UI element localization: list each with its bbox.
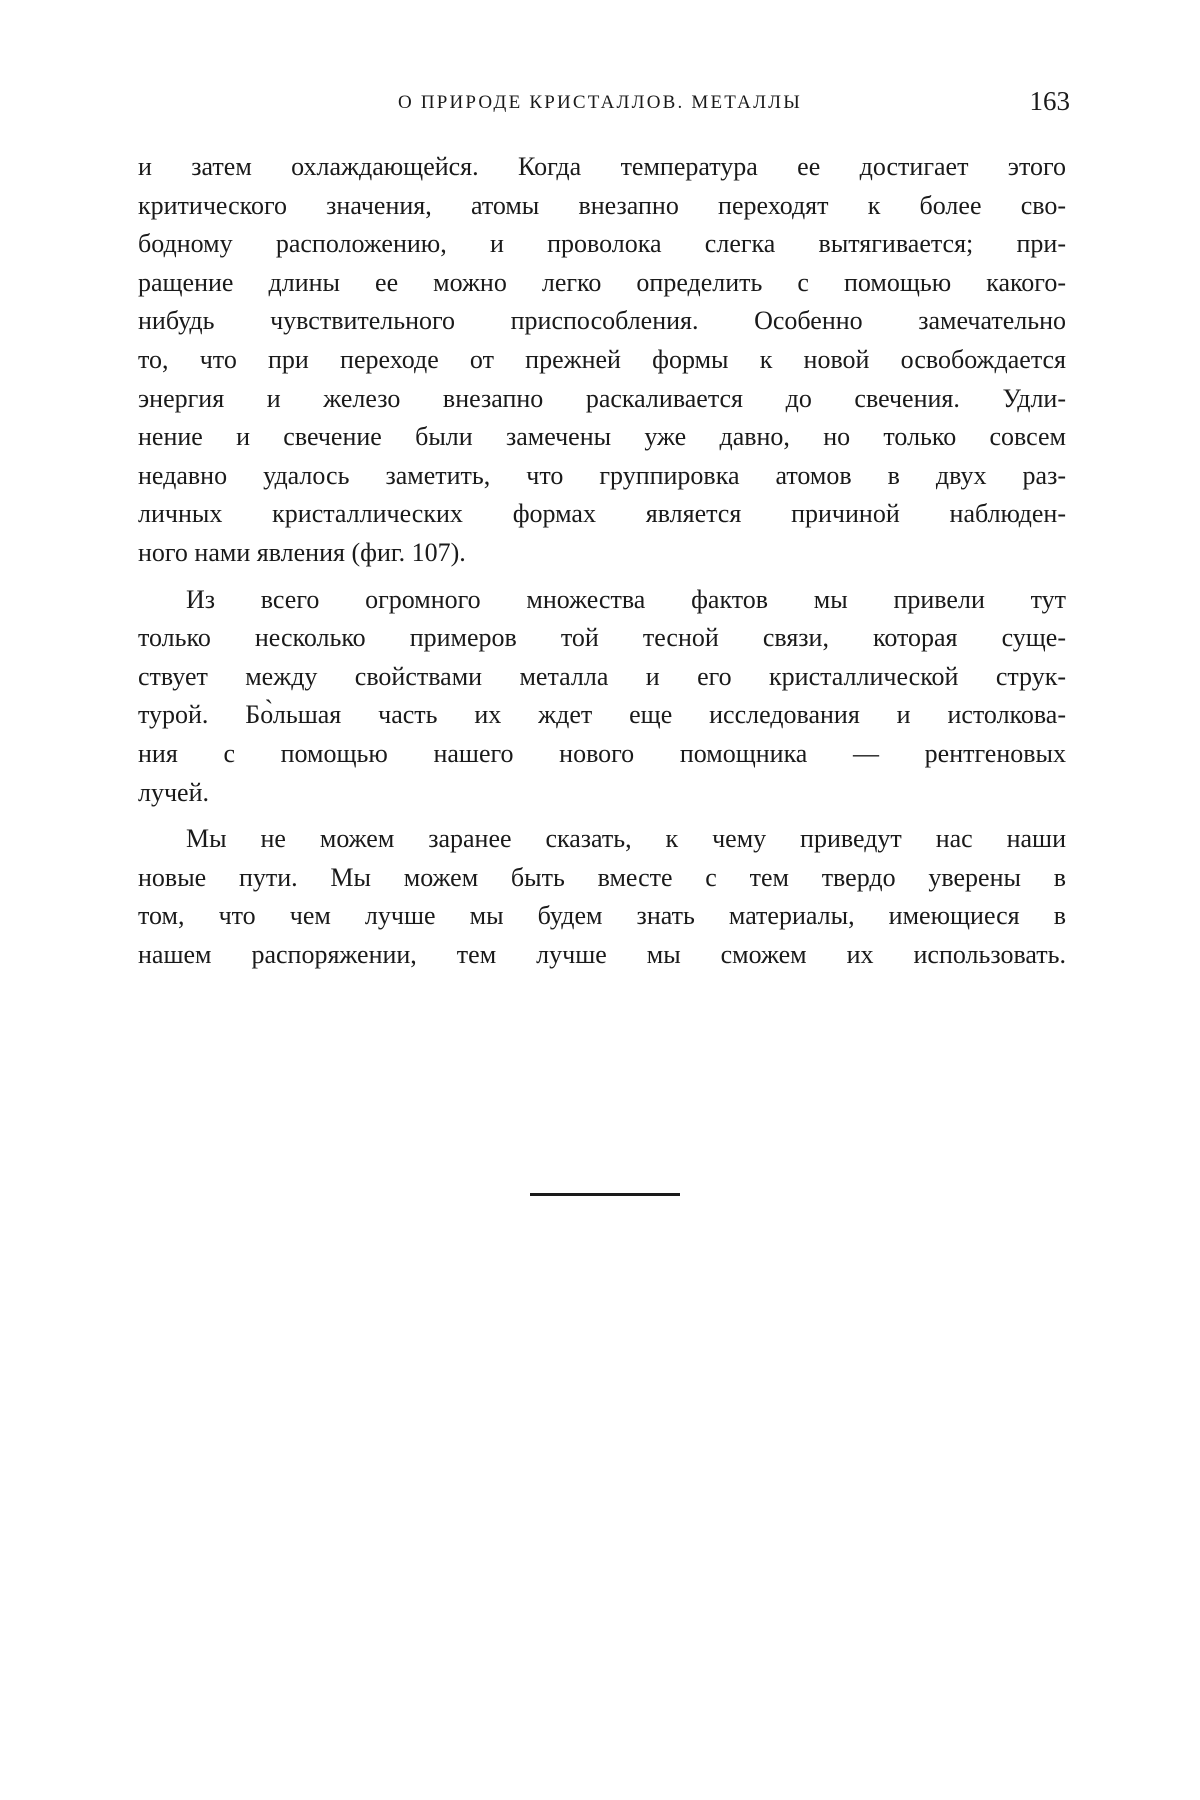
text-line: Мы не можем заранее сказать, к чему приведут нас наши bbox=[186, 824, 1066, 854]
text-line: ния с помощью нашего нового помощника — рентгеновых bbox=[138, 738, 1066, 768]
text-line: нение и свечение были замечены уже давно, но только совсем bbox=[138, 422, 1066, 452]
text-line: энергия и железо внезапно раскаливается до свечения. Удли- bbox=[138, 383, 1066, 413]
paragraph-2 bbox=[138, 581, 1066, 813]
paragraph-1 bbox=[138, 148, 1066, 573]
text-line: нашем распоряжении, тем лучше мы сможем их использовать. bbox=[138, 939, 1066, 969]
text-line: личных кристаллических формах является причиной наблюден- bbox=[138, 499, 1066, 529]
text-line: турой. Бо̀льшая часть их ждет еще исследования и истолкова- bbox=[138, 700, 1066, 730]
text-line: только несколько примеров той тесной связи, которая суще- bbox=[138, 623, 1066, 653]
text-line: новые пути. Мы можем быть вместе с тем твердо уверены в bbox=[138, 862, 1066, 892]
text-line: лучей. bbox=[138, 777, 210, 807]
text-line: бодному расположению, и проволока слегка вытягивается; при- bbox=[138, 229, 1066, 259]
text-line: ного нами явления (фиг. 107). bbox=[138, 537, 466, 567]
chapter-end-rule bbox=[530, 1193, 680, 1196]
text-line: нибудь чувствительного приспособления. Особенно замечательно bbox=[138, 306, 1066, 336]
running-title: О ПРИРОДЕ КРИСТАЛЛОВ. МЕТАЛЛЫ bbox=[397, 92, 803, 113]
text-line: критического значения, атомы внезапно переходят к более сво- bbox=[138, 190, 1066, 220]
text-line: недавно удалось заметить, что группировка атомов в двух раз- bbox=[138, 460, 1066, 490]
text-line: ствует между свойствами металла и его кристаллической струк- bbox=[138, 661, 1066, 691]
body-text bbox=[138, 148, 1066, 982]
text-line: том, что чем лучше мы будем знать материалы, имеющиеся в bbox=[138, 901, 1066, 931]
page-number: 163 bbox=[1029, 86, 1070, 116]
text-line: Из всего огромного множества фактов мы привели тут bbox=[186, 584, 1066, 614]
running-head bbox=[0, 86, 1200, 126]
text-line: то, что при переходе от прежней формы к новой освобождается bbox=[138, 344, 1066, 374]
paragraph-3 bbox=[138, 820, 1066, 974]
text-line: ращение длины ее можно легко определить с помощью какого- bbox=[138, 267, 1066, 297]
text-line: и затем охлаждающейся. Когда температура ее достигает этого bbox=[138, 152, 1066, 181]
